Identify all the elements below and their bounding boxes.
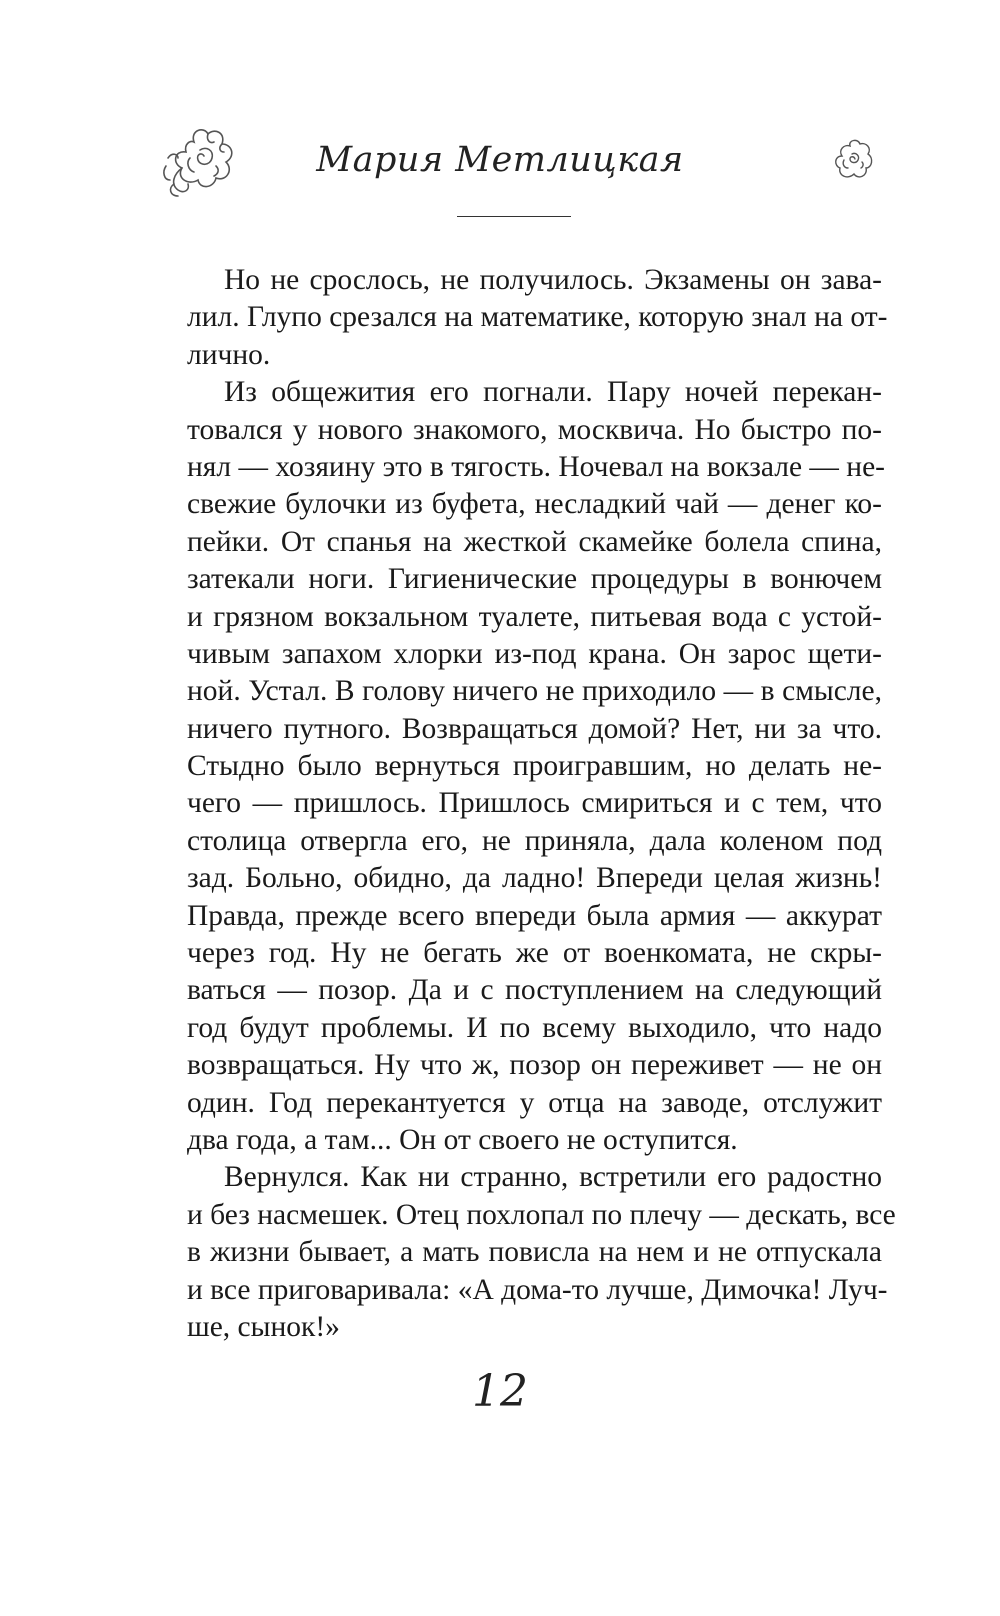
text-line: Но не срослось, не получилось. Экзамены он зава- — [224, 264, 882, 296]
text-line: два года, а там... Он от своего не оступится. — [187, 1123, 738, 1156]
text-line: в жизни бывает, а мать повисла на нем и не отпускала — [187, 1236, 882, 1269]
text-line: чивым запахом хлорки из-под крана. Он зарос щети- — [187, 637, 882, 670]
page-number: 12 — [472, 1366, 528, 1417]
body-text — [150, 262, 896, 1346]
text-line: и все приговаривала: «А дома-то лучше, Димочка! Луч- — [187, 1273, 888, 1306]
text-line: ной. Устал. В голову ничего не приходило — в смысле, — [187, 675, 882, 708]
text-line: Правда, прежде всего впереди была армия — аккурат — [187, 899, 882, 932]
text-line: лил. Глупо срезался на математике, которую знал на от- — [187, 301, 888, 334]
text-line: затекали ноги. Гигиенические процедуры в вонючем — [187, 563, 882, 596]
text-line: столица отвергла его, не приняла, дала коленом под — [187, 824, 882, 857]
text-line: и грязном вокзальном туалете, питьевая вода с устой- — [187, 600, 882, 633]
text-line: один. Год перекантуется у отца на заводе, отслужит — [187, 1086, 882, 1119]
header-rule — [457, 216, 571, 217]
text-line: через год. Ну не бегать же от военкомата, не скры- — [187, 937, 882, 970]
text-line: Из общежития его погнали. Пару ночей перекан- — [224, 376, 882, 409]
running-head-author: Мария Метлицкая — [316, 140, 684, 180]
text-line: и без насмешек. Отец похлопал по плечу — дескать, все — [187, 1198, 896, 1231]
text-line: ше, сынок!» — [187, 1310, 340, 1343]
text-line: лично. — [187, 338, 271, 371]
paragraph-1 — [150, 262, 888, 374]
flower-icon — [830, 136, 878, 184]
text-line: зад. Больно, обидно, да ладно! Впереди целая жизнь! — [187, 862, 882, 895]
text-line: возвращаться. Ну что ж, позор он переживет — не он — [187, 1049, 882, 1082]
paragraph-3 — [150, 1159, 896, 1346]
text-line: год будут проблемы. И по всему выходило, что надо — [187, 1011, 882, 1044]
text-line: чего — пришлось. Пришлось смириться и с тем, что — [187, 787, 882, 820]
flower-icon — [160, 122, 244, 202]
text-line: товался у нового знакомого, москвича. Но быстро по- — [187, 413, 882, 446]
text-line: ваться — позор. Да и с поступлением на следующий — [187, 974, 882, 1007]
text-line: ничего путного. Возвращаться домой? Нет, ни за что. — [187, 712, 882, 745]
text-line: свежие булочки из буфета, несладкий чай — денег ко- — [187, 488, 882, 521]
text-line: Стыдно было вернуться проигравшим, но делать не- — [187, 750, 882, 783]
text-line: Вернулся. Как ни странно, встретили его радостно — [224, 1161, 882, 1194]
page-header — [0, 118, 1000, 248]
text-line: нял — хозяину это в тягость. Ночевал на вокзале — не- — [187, 450, 885, 483]
text-line: пейки. От спанья на жесткой скамейке болела спина, — [187, 525, 882, 558]
paragraph-2 — [150, 374, 885, 1159]
